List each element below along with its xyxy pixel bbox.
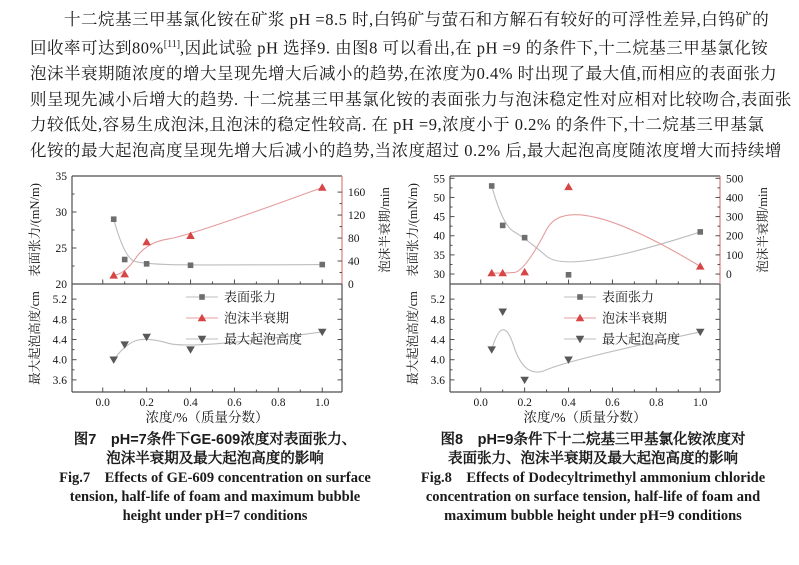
svg-text:25: 25 <box>55 243 67 255</box>
svg-text:50: 50 <box>433 192 445 205</box>
svg-text:0.6: 0.6 <box>227 397 242 409</box>
svg-text:1.0: 1.0 <box>315 397 330 409</box>
svg-text:表面张力: 表面张力 <box>224 289 277 305</box>
svg-text:35: 35 <box>55 171 67 183</box>
svg-text:5.2: 5.2 <box>52 294 67 307</box>
svg-text:最大起泡高度/cm: 最大起泡高度/cm <box>406 291 420 385</box>
svg-text:0.8: 0.8 <box>271 397 286 409</box>
legend <box>564 290 680 347</box>
fig8-caption-en-line: Fig.8 Effects of Dodecyltrimethyl ammonium chloride <box>420 470 766 486</box>
svg-text:0: 0 <box>348 279 354 291</box>
svg-text:45: 45 <box>433 211 445 224</box>
svg-text:0.4: 0.4 <box>183 397 198 409</box>
svg-text:泡沫半衰期: 泡沫半衰期 <box>602 310 668 326</box>
axis-ticks <box>450 178 720 392</box>
series-surface-tension <box>489 183 703 277</box>
svg-text:表面张力/(mN/m): 表面张力/(mN/m) <box>28 183 42 277</box>
svg-text:3.6: 3.6 <box>52 374 67 387</box>
fig8-caption-en-line: concentration on surface tension, half-life of foam and <box>425 489 761 505</box>
svg-text:表面张力/(mN/m): 表面张力/(mN/m) <box>406 183 420 277</box>
fig7-caption-en-line: tension, half-life of foam and maximum bubble <box>69 489 361 505</box>
svg-text:5.2: 5.2 <box>430 294 445 307</box>
svg-text:0.0: 0.0 <box>473 397 488 409</box>
legend-item <box>564 332 680 347</box>
svg-text:4.8: 4.8 <box>52 314 67 327</box>
figure-7 <box>26 170 404 526</box>
svg-text:4.8: 4.8 <box>430 314 445 327</box>
svg-text:0.4: 0.4 <box>561 397 576 409</box>
paragraph-text: ,因此试验 pH 选择9. 由图8 可以看出,在 pH =9 的条件下,十二烷基三甲基氯化铵 <box>180 38 769 58</box>
svg-text:4.4: 4.4 <box>52 334 67 347</box>
svg-text:0.2: 0.2 <box>517 397 532 409</box>
paragraph-text: 回收率可达到80% <box>30 38 164 58</box>
citation-ref: [11] <box>163 39 181 51</box>
fig7-caption-en-line: height under pH=7 conditions <box>122 508 308 524</box>
svg-text:浓度/%（质量分数）: 浓度/%（质量分数） <box>523 410 647 425</box>
paragraph-line: 十二烷基三甲基氯化铵在矿浆 pH =8.5 时,白钨矿与萤石和方解石有较好的可浮性差异,白钨矿的 <box>64 10 770 29</box>
svg-text:泡沫半衰期: 泡沫半衰期 <box>224 310 290 326</box>
chart-fig7 <box>26 170 404 428</box>
paragraph-line <box>30 32 774 61</box>
svg-text:浓度/%（质量分数）: 浓度/%（质量分数） <box>145 410 269 425</box>
series-half-life <box>487 183 704 277</box>
figures-row <box>26 170 782 526</box>
svg-text:200: 200 <box>726 230 744 243</box>
svg-text:0: 0 <box>726 269 732 282</box>
svg-text:最大起泡高度/cm: 最大起泡高度/cm <box>28 291 42 385</box>
svg-text:表面张力: 表面张力 <box>602 289 655 305</box>
axis-labels <box>405 173 770 425</box>
svg-text:4.0: 4.0 <box>430 354 445 367</box>
figure-8 <box>404 170 782 526</box>
svg-text:20: 20 <box>55 279 67 291</box>
legend-item <box>186 290 276 305</box>
svg-text:500: 500 <box>726 173 744 186</box>
fig8-caption-zh-line: 图8 pH=9条件下十二烷基三甲基氯化铵浓度对 <box>440 432 746 448</box>
svg-text:40: 40 <box>433 230 445 243</box>
fig8-caption <box>404 431 782 526</box>
svg-text:4.0: 4.0 <box>52 354 67 367</box>
svg-text:0.6: 0.6 <box>605 397 620 409</box>
fig8-caption-zh-line: 表面张力、泡沫半衰期及最大起泡高度的影响 <box>448 451 738 467</box>
svg-text:泡沫半衰期/min: 泡沫半衰期/min <box>756 187 770 273</box>
svg-text:0.2: 0.2 <box>139 397 154 409</box>
svg-text:最大起泡高度: 最大起泡高度 <box>602 331 681 347</box>
legend-item <box>564 311 667 326</box>
svg-text:1.0: 1.0 <box>693 397 708 409</box>
paragraph-line: 则呈现先减小后增大的趋势. 十二烷基三甲基氯化铵的表面张力与泡沫稳定性对应相对比较吻合,表面张 <box>30 89 792 109</box>
fig7-caption-zh-line: 图7 pH=7条件下GE-609浓度对表面张力、 <box>73 432 357 448</box>
fig7-caption <box>26 431 404 526</box>
fig7-caption-en-line: Fig.7 Effects of GE-609 concentration on surface <box>59 470 371 486</box>
body-paragraph <box>30 7 792 163</box>
fig8-caption-en-line: maximum bubble height under pH=9 conditions <box>444 508 742 524</box>
svg-text:0.0: 0.0 <box>95 397 110 409</box>
legend-item <box>186 311 289 326</box>
svg-text:3.6: 3.6 <box>430 374 445 387</box>
svg-text:30: 30 <box>55 207 67 219</box>
chart-fig8 <box>404 170 782 428</box>
plot-frame <box>450 176 720 392</box>
axis-labels <box>27 171 392 425</box>
legend <box>186 290 302 347</box>
svg-text:100: 100 <box>726 249 744 262</box>
svg-text:最大起泡高度: 最大起泡高度 <box>224 331 303 347</box>
svg-text:160: 160 <box>348 187 366 200</box>
svg-text:55: 55 <box>433 173 445 186</box>
paragraph-line: 泡沫半衰期随浓度的增大呈现先增大后减小的趋势,在浓度为0.4% 时出现了最大值,而相应的表面张力 <box>30 64 778 84</box>
svg-text:30: 30 <box>433 269 445 282</box>
paragraph-line: 力较低处,容易生成泡沫,且泡沫的稳定性较高. 在 pH =9,浓度小于 0.2% 的条件下,十二烷基三甲基氯 <box>30 115 765 135</box>
svg-text:35: 35 <box>433 249 445 262</box>
legend-item <box>564 290 654 305</box>
paragraph-line: 化铵的最大起泡高度呈现先增大后减小的趋势,当浓度超过 0.2% 后,最大起泡高度随浓度增大而持续增 <box>30 140 782 160</box>
svg-text:泡沫半衰期/min: 泡沫半衰期/min <box>378 187 392 273</box>
svg-text:0.8: 0.8 <box>649 397 664 409</box>
fig7-caption-zh-line: 泡沫半衰期及最大起泡高度的影响 <box>106 451 324 467</box>
svg-text:40: 40 <box>348 256 360 269</box>
svg-text:400: 400 <box>726 192 744 205</box>
svg-text:120: 120 <box>348 210 366 223</box>
svg-text:80: 80 <box>348 233 360 246</box>
svg-text:4.4: 4.4 <box>430 334 445 347</box>
svg-text:300: 300 <box>726 211 744 224</box>
